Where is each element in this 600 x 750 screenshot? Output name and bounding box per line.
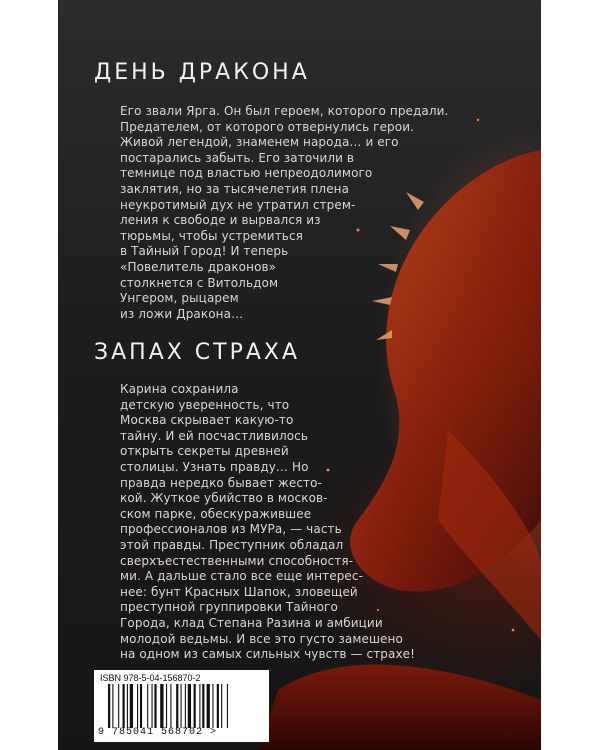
barcode-bar bbox=[212, 684, 213, 728]
blurb-line: профессионалов из МУРа, — часть bbox=[120, 522, 342, 537]
blurb-line: этой правды. Преступник обладал bbox=[120, 537, 344, 552]
barcode-bar bbox=[137, 684, 138, 728]
barcode-bar bbox=[202, 684, 204, 728]
blurb-line: сверхъестественными способностя- bbox=[120, 553, 354, 568]
blurb-line: Москва скрывает какую-то bbox=[120, 413, 294, 428]
barcode-bar bbox=[170, 684, 171, 728]
barcode-bar bbox=[188, 684, 191, 728]
blurb-line: заклятия, но за тысячелетия плена bbox=[120, 181, 350, 196]
blurb-line: ления к свободе и вырвался из bbox=[120, 213, 321, 228]
barcode-bar bbox=[147, 684, 148, 728]
blurb-line: ском парке, обескуражившее bbox=[120, 506, 312, 521]
blurb-line: кой. Жуткое убийство в москов- bbox=[120, 491, 328, 506]
barcode-bar bbox=[185, 684, 186, 728]
barcode-bar bbox=[176, 684, 178, 728]
barcode-bar bbox=[207, 684, 210, 728]
blurb-line: детскую уверенность, что bbox=[120, 397, 290, 412]
blurb-line: Его звали Ярга. Он был героем, которого предали. bbox=[120, 104, 449, 118]
blurb-line: Живой легендой, знаменем народа… и его bbox=[120, 135, 399, 150]
barcode-bar bbox=[140, 684, 142, 728]
barcode-digits: 9 785041 568702 > bbox=[98, 727, 218, 738]
barcode-bar bbox=[160, 684, 163, 728]
blurb-line: на одном из самых сильных чувств — страхе! bbox=[120, 647, 416, 662]
blurb-line: Города, клад Степана Разина и амбиции bbox=[120, 615, 383, 630]
blurb-line: постарались забыть. Его заточили в bbox=[120, 150, 355, 165]
barcode-block bbox=[94, 670, 269, 742]
barcode-bars bbox=[108, 684, 258, 728]
section-title-zapah-straha: ЗАПАХ СТРАХА bbox=[94, 340, 301, 365]
barcode-bar bbox=[152, 684, 153, 728]
blurb-line: неукротимый дух не утратил стрем- bbox=[120, 197, 356, 212]
barcode-bar bbox=[181, 684, 182, 728]
barcode-bar bbox=[166, 684, 167, 728]
blurb-line: тюрьмы, чтобы устремиться bbox=[120, 228, 303, 243]
barcode-bar bbox=[199, 684, 200, 728]
barcode-bar bbox=[118, 684, 119, 728]
blurb-line: Унгером, рыцарем bbox=[120, 291, 239, 306]
blurb-line: открыть секреты древней bbox=[120, 444, 289, 459]
blurb-line: Предателем, от которого отвернулись герои. bbox=[120, 119, 415, 134]
blurb-line: преступной группировки Тайного bbox=[120, 600, 338, 615]
blurb-line: темнице под властью непреодолимого bbox=[120, 166, 373, 181]
blurb-line: столкнется с Витольдом bbox=[120, 275, 279, 290]
barcode-bar bbox=[130, 684, 133, 728]
blurb-line: из ложи Дракона… bbox=[120, 306, 244, 321]
barcode-bar bbox=[227, 684, 228, 728]
blurb-line: столицы. Узнать правду… Но bbox=[120, 459, 309, 474]
barcode-bar bbox=[112, 684, 113, 728]
blurb-line: нее: бунт Красных Шапок, зловещей bbox=[120, 584, 358, 599]
blurb-line: молодой ведьмы. И все это густо замешено bbox=[120, 631, 403, 646]
barcode-bar bbox=[217, 684, 219, 728]
barcode-bar bbox=[194, 684, 196, 728]
blurb-line: ми. А дальше стало все еще интерес- bbox=[120, 569, 364, 584]
blurb-line: тайну. И ей посчастливилось bbox=[120, 428, 309, 443]
section-title-den-drakona: ДЕНЬ ДРАКОНА bbox=[94, 60, 310, 85]
barcode-bar bbox=[127, 684, 128, 728]
book-back-cover bbox=[58, 0, 541, 750]
blurb-line: правда нередко бывает жесто- bbox=[120, 475, 323, 490]
isbn-label: ISBN 978-5-04-156870-2 bbox=[100, 673, 201, 683]
blurb-line: Карина сохранила bbox=[120, 382, 239, 396]
section-blurb-zapah-straha bbox=[120, 382, 415, 663]
blurb-line: «Повелитель драконов» bbox=[120, 259, 277, 274]
barcode-bar bbox=[221, 684, 222, 728]
barcode-bar bbox=[108, 684, 110, 728]
section-blurb-den-drakona bbox=[120, 104, 448, 322]
blurb-line: в Тайный Город! И теперь bbox=[120, 244, 289, 259]
barcode-bar bbox=[154, 684, 156, 728]
barcode-bar bbox=[123, 684, 125, 728]
